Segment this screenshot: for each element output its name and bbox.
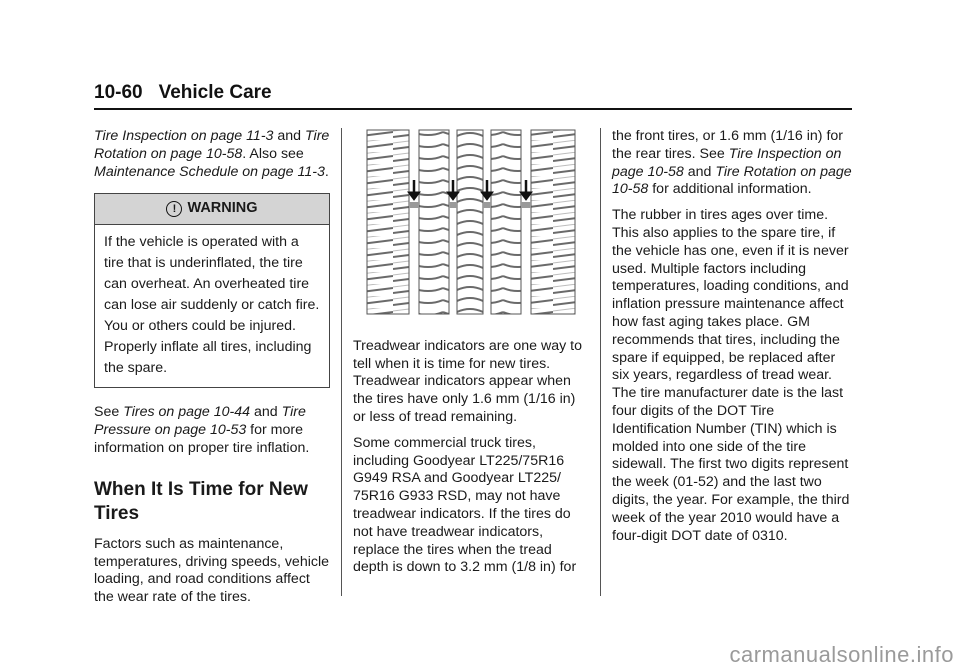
column-divider bbox=[600, 128, 601, 596]
link-tires[interactable]: Tires on page 10-44 bbox=[123, 404, 251, 421]
section-heading: When It Is Time for New Tires bbox=[94, 478, 308, 524]
warning-title: WARNING bbox=[187, 200, 258, 217]
continuation-paragraph: the front tires, or 1.6 mm (1/16 in) for the rear tires. See Tire Inspection on page 10-58 and Tire Rotation on page 10-58 for additional information. bbox=[612, 128, 852, 198]
link-tire-rotation-2[interactable]: Tire Rotation on page 10-58 bbox=[612, 163, 852, 198]
wear-bar bbox=[449, 202, 457, 208]
section-title: Vehicle Care bbox=[158, 82, 272, 103]
link-tire-pressure[interactable]: Tire Pressure on page 10-53 bbox=[94, 404, 306, 439]
column-right bbox=[612, 128, 856, 553]
warning-box bbox=[94, 193, 330, 388]
treadwear-paragraph: Treadwear indicators are one way to tell when it is time for new tires. Treadwear indicators appear when the tires have only 1.6 mm (1/16 in) or less of tread remaining. bbox=[353, 337, 582, 425]
link-maintenance-schedule[interactable]: Maintenance Schedule on page 11-3 bbox=[94, 163, 325, 180]
warning-icon: ! bbox=[166, 201, 182, 217]
wear-bar bbox=[409, 202, 419, 208]
warning-text: If the vehicle is operated with a tire that is underinflated, the tire can overheat. An overheated tire can lose air suddenly or catch fire. You or others could be injured. Properly inflate all tires, including the spare. bbox=[104, 234, 320, 377]
page-number: 10-60 bbox=[94, 82, 143, 103]
wear-bar bbox=[483, 202, 491, 208]
arrow-icon bbox=[408, 180, 420, 200]
tire-aging-paragraph: The rubber in tires ages over time. This also applies to the spare tire, if the vehicle has one, even if it is never used. Multiple factors including temperatures, loading conditions, and inflation pressure maintenance affect how fast aging takes place. GM recommends that tires, including the spare if equipped, be replaced after six years, regardless of tread wear. The tire manufacturer date is the last four digits of the DOT Tire Identification Number (TIN) which is molded into one side of the tire sidewall. The first two digits represent the week (01-52) and the last two digits, the year. For example, the third week of the year 2010 would have a four-digit DOT date of 0310. bbox=[612, 207, 850, 544]
link-tire-inspection-2[interactable]: Tire Inspection on page 10-58 bbox=[612, 145, 842, 180]
column-middle bbox=[353, 128, 589, 585]
arrow-icon bbox=[520, 180, 532, 200]
factors-paragraph: Factors such as maintenance, temperatures, driving speeds, vehicle loading, and road conditions affect the wear rate of the tires. bbox=[94, 535, 330, 606]
link-tire-rotation[interactable]: Tire Rotation on page 10-58 bbox=[94, 128, 330, 162]
treadwear-indicator-illustration bbox=[353, 128, 589, 318]
see-paragraph: See Tires on page 10-44 and Tire Pressure on page 10-53 for more information on proper tire inflation. bbox=[94, 404, 310, 456]
warning-header bbox=[95, 194, 329, 225]
column-divider bbox=[341, 128, 342, 596]
intro-paragraph: Tire Inspection on page 11-3 and Tire Rotation on page 10-58. Also see Maintenance Schedule on page 11-3. bbox=[94, 128, 330, 180]
link-tire-inspection[interactable]: Tire Inspection on page 11-3 bbox=[94, 128, 274, 144]
column-left bbox=[94, 128, 330, 615]
commercial-tires-paragraph: Some commercial truck tires, including Goodyear LT225/75R16 G949 RSA and Goodyear LT225/ 75R16 G933 RSD, may not have treadwear indicators. If the tires do not have treadwear indicators, replace the tires when the tread depth is down to 3.2 mm (1/8 in) for bbox=[353, 434, 577, 576]
wear-bar bbox=[521, 202, 531, 208]
page-header bbox=[94, 82, 852, 110]
watermark: carmanualsonline.info bbox=[729, 642, 954, 667]
